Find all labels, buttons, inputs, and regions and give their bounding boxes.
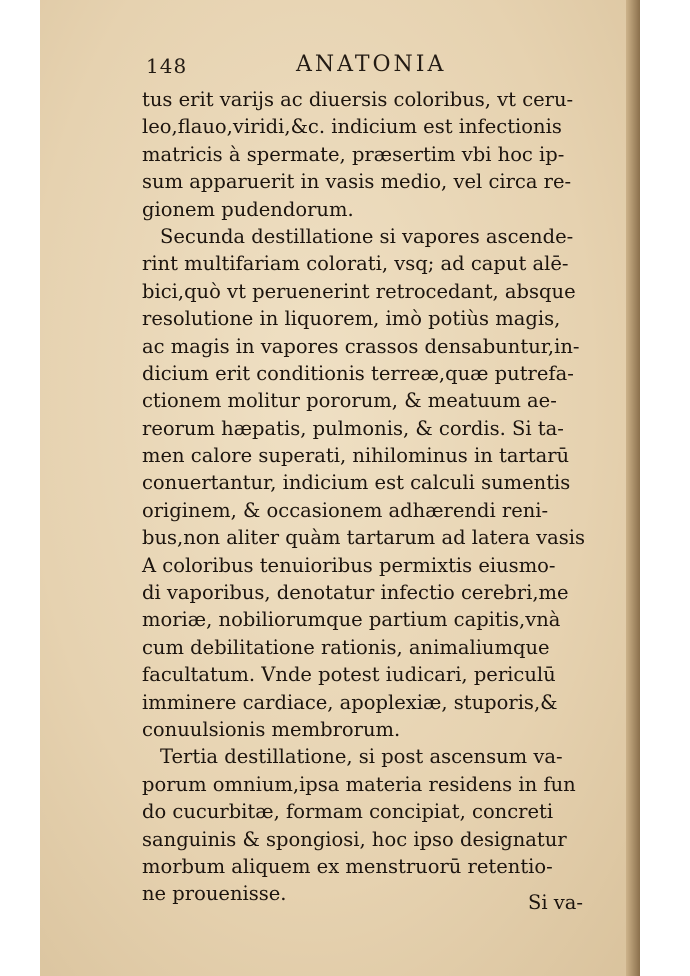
body-text <box>142 86 602 908</box>
text-line: matricis à spermate, præsertim vbi hoc ip- <box>142 142 565 166</box>
page-number: 148 <box>146 54 188 78</box>
text-line: do cucurbitæ, formam concipiat, concreti <box>142 800 554 824</box>
running-title: ANATONIA <box>296 52 447 77</box>
text-line: cum debilitatione rationis, animaliumque <box>142 635 550 659</box>
text-line: morbum aliquem ex menstruorū retentio- <box>142 854 553 878</box>
text-line: gionem pudendorum. <box>142 197 354 221</box>
text-line: moriæ, nobiliorumque partium capitis,vnà <box>142 608 561 632</box>
text-line: resolutione in liquorem, imò potiùs magis, <box>142 307 561 331</box>
text-line: sanguinis & spongiosi, hoc ipso designatur <box>142 827 567 851</box>
text-line: Secunda destillatione si vapores ascende- <box>160 224 574 248</box>
text-line: ac magis in vapores crassos densabuntur,in- <box>142 334 580 358</box>
page-gutter-shadow <box>626 0 640 976</box>
text-line: bus,non aliter quàm tartarum ad latera vasis <box>142 526 586 550</box>
text-line: imminere cardiace, apoplexiæ, stuporis,& <box>142 690 558 714</box>
text-line: originem, & occasionem adhærendi reni- <box>142 498 549 522</box>
page-header <box>146 54 576 84</box>
text-line: facultatum. Vnde potest iudicari, periculū <box>142 663 556 687</box>
text-line: rint multifariam colorati, vsq; ad caput alē- <box>142 252 569 276</box>
text-line: conuertantur, indicium est calculi sumentis <box>142 471 571 495</box>
text-line: di vaporibus, denotatur infectio cerebri,me <box>142 581 569 605</box>
text-line: porum omnium,ipsa materia residens in fun <box>142 772 576 796</box>
text-line: A coloribus tenuioribus permixtis eiusmo- <box>142 553 556 577</box>
text-line: reorum hæpatis, pulmonis, & cordis. Si ta- <box>142 416 564 440</box>
text-line: ne prouenisse. <box>142 882 287 906</box>
text-line: leo,flauo,viridi,&c. indicium est infectionis <box>142 115 562 139</box>
text-line: bici,quò vt peruenerint retrocedant, absque <box>142 279 576 303</box>
text-line: conuulsionis membrorum. <box>142 717 401 741</box>
text-line: men calore superati, nihilominus in tartarū <box>142 444 570 468</box>
text-line: tus erit varijs ac diuersis coloribus, vt ceru- <box>142 88 574 111</box>
catchword: Si va- <box>528 891 584 914</box>
text-line: ctionem molitur pororum, & meatuum ae- <box>142 389 557 413</box>
text-line: sum apparuerit in vasis medio, vel circa re- <box>142 170 572 194</box>
text-line: dicium erit conditionis terreæ,quæ putrefa- <box>142 361 574 385</box>
text-line: Tertia destillatione, si post ascensum va- <box>160 745 563 769</box>
